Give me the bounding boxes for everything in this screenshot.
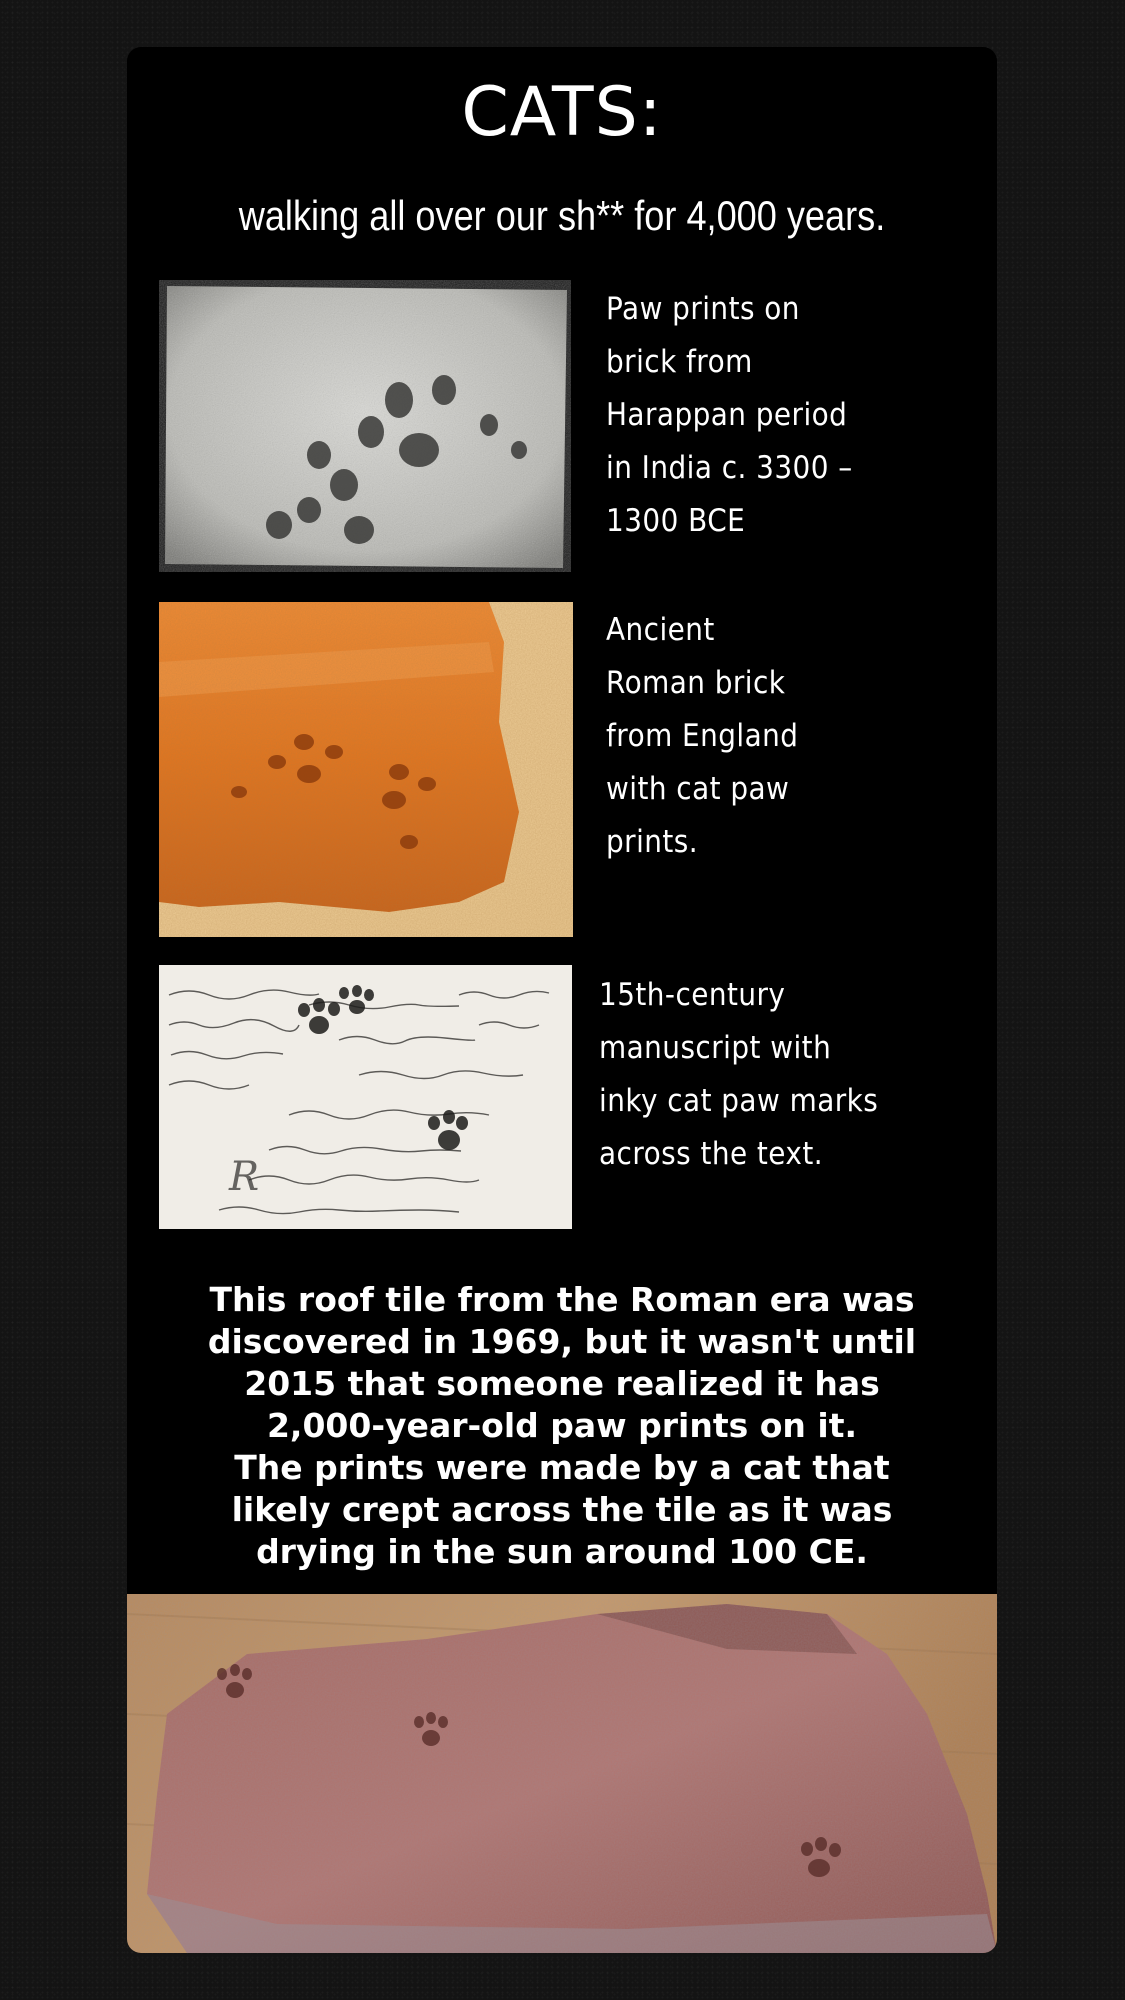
roman-brick-photo [159,602,573,937]
manuscript-photo [159,965,572,1229]
svg-text:R: R [229,1154,260,1200]
infographic-card [127,47,997,1953]
title: CATS: [461,73,663,152]
roof-tile-photo [127,1594,997,1953]
manuscript-caption: 15th-century manuscript with inky cat paw marks across the text. [599,977,879,1172]
roof-tile-description: This roof tile from the Roman era was discovered in 1969, but it wasn't until 2015 that someone realized it has 2,000-year-old paw prints on it. The prints were made by a cat that likely crept across the tile as it was drying in the sun around 100 CE. [207,1280,917,1571]
roman-brick-caption: Ancient Roman brick from England with cat paw prints. [606,612,799,860]
harappan-brick-caption: Paw prints on brick from Harappan period in India c. 3300 – 1300 BCE [606,291,853,539]
harappan-brick-photo [159,280,571,572]
subtitle: walking all over our sh** for 4,000 years. [238,192,886,239]
